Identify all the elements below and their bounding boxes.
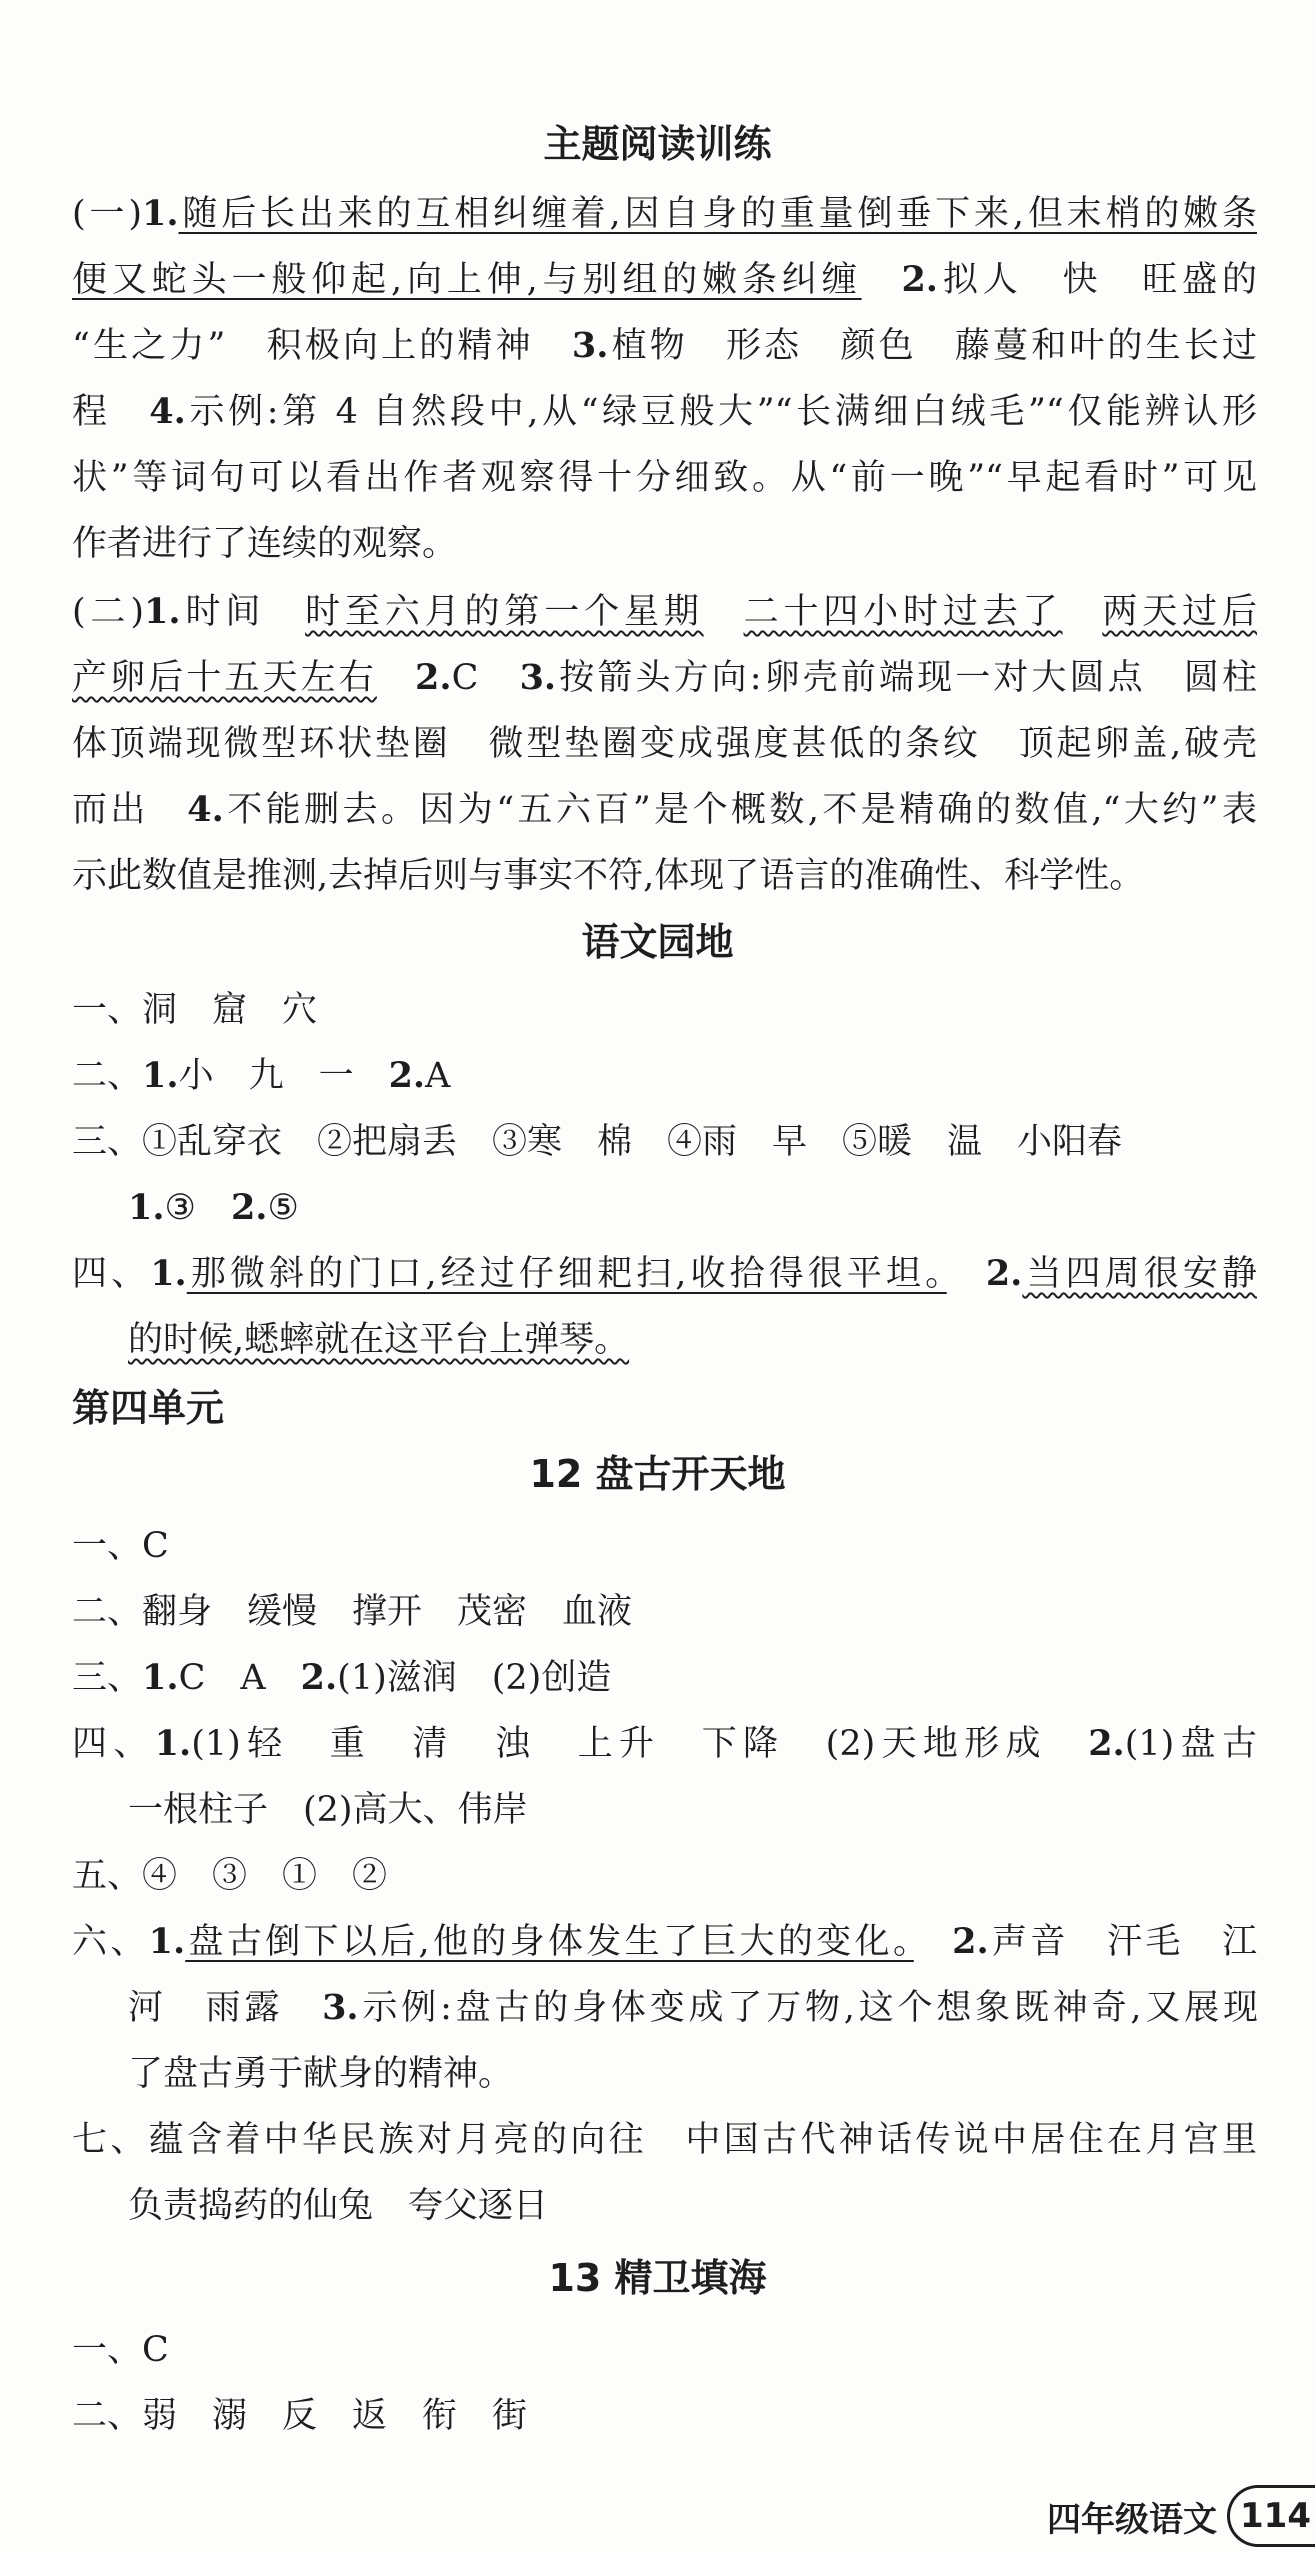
garden-q3-n1: 1. xyxy=(128,1187,165,1228)
lesson12-q3-a2: (1)滋润 (2)创造 xyxy=(337,1658,612,1698)
garden-q4-a2-line1: 当四周很安静 xyxy=(1022,1254,1257,1294)
garden-q3-a2: ⑤ xyxy=(267,1188,299,1228)
part2-q3-number: 3. xyxy=(519,657,557,698)
lesson13-heading: 13 精卫填海 xyxy=(548,2256,767,2300)
page-number: 114 xyxy=(1227,2485,1315,2547)
lesson12-q6-n1: 1. xyxy=(148,1921,186,1962)
garden-q3-line1: 三、①乱穿衣 ②把扇丢 ③寒 棉 ④雨 早 ⑤暖 温 小阳春 xyxy=(72,1122,1123,1162)
garden-q4-line1 xyxy=(72,1244,1257,1304)
garden-q2-n1: 1. xyxy=(142,1055,179,1096)
garden-q4-prefix: 四、 xyxy=(72,1254,151,1294)
lesson12-q2: 二、翻身 缓慢 撑开 茂密 血液 xyxy=(72,1592,633,1632)
part1-q1-number: 1. xyxy=(141,193,179,234)
section-heading-garden: 语文园地 xyxy=(581,920,734,964)
part1-prefix: (一) xyxy=(72,194,142,234)
garden-q2-prefix: 二、 xyxy=(72,1056,143,1096)
garden-q4-n2: 2. xyxy=(985,1253,1023,1294)
lesson13-q2: 二、弱 溺 反 返 衔 街 xyxy=(72,2396,528,2436)
theme-part1-line5: 状”等词句可以看出作者观察得十分细致。从“前一晚”“早起看时”可见 xyxy=(72,458,1257,498)
part1-q4-number: 4. xyxy=(149,391,186,432)
page-footer xyxy=(1047,2480,1315,2552)
lesson12-q7-line2: 负责捣药的仙兔 夸父逐日 xyxy=(128,2186,549,2226)
garden-q3-line2 xyxy=(128,1178,1258,1238)
lesson12-q6-a2-cont: 河 雨露 xyxy=(128,1988,323,2028)
lesson12-q4-a2: (1)盘古 xyxy=(1124,1724,1257,1764)
lesson12-q6-line3: 了盘古勇于献身的精神。 xyxy=(128,2054,514,2094)
part2-prefix: (二) xyxy=(72,592,145,632)
part2-q2-number: 2. xyxy=(415,657,452,698)
theme-part2-line3: 体顶端现微型环状垫圈 微型垫圈变成强度甚低的条纹 顶起卵盖,破壳 xyxy=(72,724,1257,764)
lesson12-q6-a2: 声音 汗毛 江 xyxy=(988,1922,1257,1962)
garden-q2-a2: A xyxy=(425,1056,451,1096)
part2-q4-number: 4. xyxy=(187,789,224,830)
lesson12-q3-a1: C A xyxy=(178,1658,301,1698)
lesson12-q6-line2 xyxy=(128,1978,1258,2038)
part2-q1-wavy-4: 产卵后十五天左右 xyxy=(72,658,377,698)
lesson12-q4-prefix: 四、 xyxy=(72,1724,155,1764)
part1-q3-answer-cont: 程 xyxy=(72,392,150,432)
lesson12-q6-a3: 示例:盘古的身体变成了万物,这个想象既神奇,又展现 xyxy=(358,1988,1258,2028)
garden-q3-a1: ③ xyxy=(164,1188,231,1228)
part2-q3-answer: 按箭头方向:卵壳前端现一对大圆点 圆柱 xyxy=(556,658,1257,698)
theme-part1-line4 xyxy=(72,382,1257,442)
part2-q1-wavy-2: 二十四小时过去了 xyxy=(743,592,1063,632)
part1-q3-answer: 植物 形态 颜色 藤蔓和叶的生长过 xyxy=(608,326,1257,366)
theme-part2-line4 xyxy=(72,780,1257,840)
part2-q3-answer-end: 而出 xyxy=(72,790,188,830)
part1-q2-answer: 拟人 快 旺盛的 xyxy=(937,260,1257,300)
part1-q2-answer-cont: “生之力” 积极向上的精神 xyxy=(72,326,572,366)
theme-part1-line3 xyxy=(72,316,1257,376)
lesson12-heading: 12 盘古开天地 xyxy=(529,1452,786,1496)
theme-part2-line1 xyxy=(72,582,1257,642)
lesson12-q6-n2: 2. xyxy=(952,1921,989,1962)
lesson12-q4-n1: 1. xyxy=(154,1723,192,1764)
lesson12-q4-a1: (1)轻 重 清 浊 上升 下降 (2)天地形成 xyxy=(191,1724,1089,1764)
garden-q4-a1: 那微斜的门口,经过仔细耙扫,收拾得很平坦。 xyxy=(186,1254,947,1294)
garden-q4-line2 xyxy=(128,1310,1258,1370)
part1-q1-answer-b: 便又蛇头一般仰起,向上伸,与别组的嫩条纠缠 xyxy=(72,260,862,300)
lesson12-q6-a1: 盘古倒下以后,他的身体发生了巨大的变化。 xyxy=(185,1922,914,1962)
part1-q4-answer: 示例:第 4 自然段中,从“绿豆般大”“长满细白绒毛”“仅能辨认形 xyxy=(185,392,1257,432)
garden-q2-n2: 2. xyxy=(388,1055,426,1096)
lesson12-q4-line2: 一根柱子 (2)高大、伟岸 xyxy=(128,1790,528,1830)
part1-q3-number: 3. xyxy=(571,325,609,366)
lesson12-q7-line1: 七、蕴含着中华民族对月亮的向往 中国古代神话传说中居住在月宫里 xyxy=(72,2120,1257,2160)
part2-q1-number: 1. xyxy=(144,591,181,632)
garden-q4-n1: 1. xyxy=(150,1253,187,1294)
lesson12-q6-prefix: 六、 xyxy=(72,1922,149,1962)
lesson12-q4-line1 xyxy=(72,1714,1257,1774)
lesson12-q1: 一、C xyxy=(72,1526,169,1566)
lesson12-q4-n2: 2. xyxy=(1088,1723,1125,1764)
garden-q3-n2: 2. xyxy=(230,1187,268,1228)
lesson12-q5: 五、④ ③ ① ② xyxy=(72,1856,388,1896)
lesson12-q3-n1: 1. xyxy=(142,1657,179,1698)
theme-part1-line2 xyxy=(72,250,1257,310)
lesson13-q1: 一、C xyxy=(72,2330,169,2370)
theme-part2-line5: 示此数值是推测,去掉后则与事实不符,体现了语言的准确性、科学性。 xyxy=(72,856,1145,896)
garden-q4-a2-line2: 的时候,蟋蟀就在这平台上弹琴。 xyxy=(128,1320,630,1360)
part2-q1-label: 时间 xyxy=(180,592,306,632)
part2-q1-wavy-3: 两天过后 xyxy=(1102,592,1257,632)
garden-q1: 一、洞 窟 穴 xyxy=(72,990,318,1030)
section-heading-theme: 主题阅读训练 xyxy=(543,122,772,166)
lesson12-q6-line1 xyxy=(72,1912,1257,1972)
part1-q1-answer-a: 随后长出来的互相纠缠着,因自身的重量倒垂下来,但末梢的嫩条 xyxy=(178,194,1257,234)
footer-grade-subject: 四年级语文 xyxy=(1047,2499,1218,2540)
lesson12-q6-n3: 3. xyxy=(322,1987,359,2028)
theme-part1-line6: 作者进行了连续的观察。 xyxy=(72,524,458,564)
lesson12-q3-prefix: 三、 xyxy=(72,1658,143,1698)
part1-q2-number: 2. xyxy=(901,259,938,300)
unit-heading: 第四单元 xyxy=(72,1386,225,1430)
part2-q2-answer: C xyxy=(451,658,520,698)
part2-q1-wavy-1: 时至六月的第一个星期 xyxy=(305,592,704,632)
part2-q4-answer: 不能删去。因为“五六百”是个概数,不是精确的数值,“大约”表 xyxy=(223,790,1257,830)
theme-part2-line2 xyxy=(72,648,1257,708)
lesson12-q3-n2: 2. xyxy=(300,1657,338,1698)
garden-q2 xyxy=(72,1046,1257,1106)
theme-part1-line1 xyxy=(72,184,1257,244)
lesson12-q3 xyxy=(72,1648,1257,1708)
garden-q2-a1: 小 九 一 xyxy=(178,1056,389,1096)
